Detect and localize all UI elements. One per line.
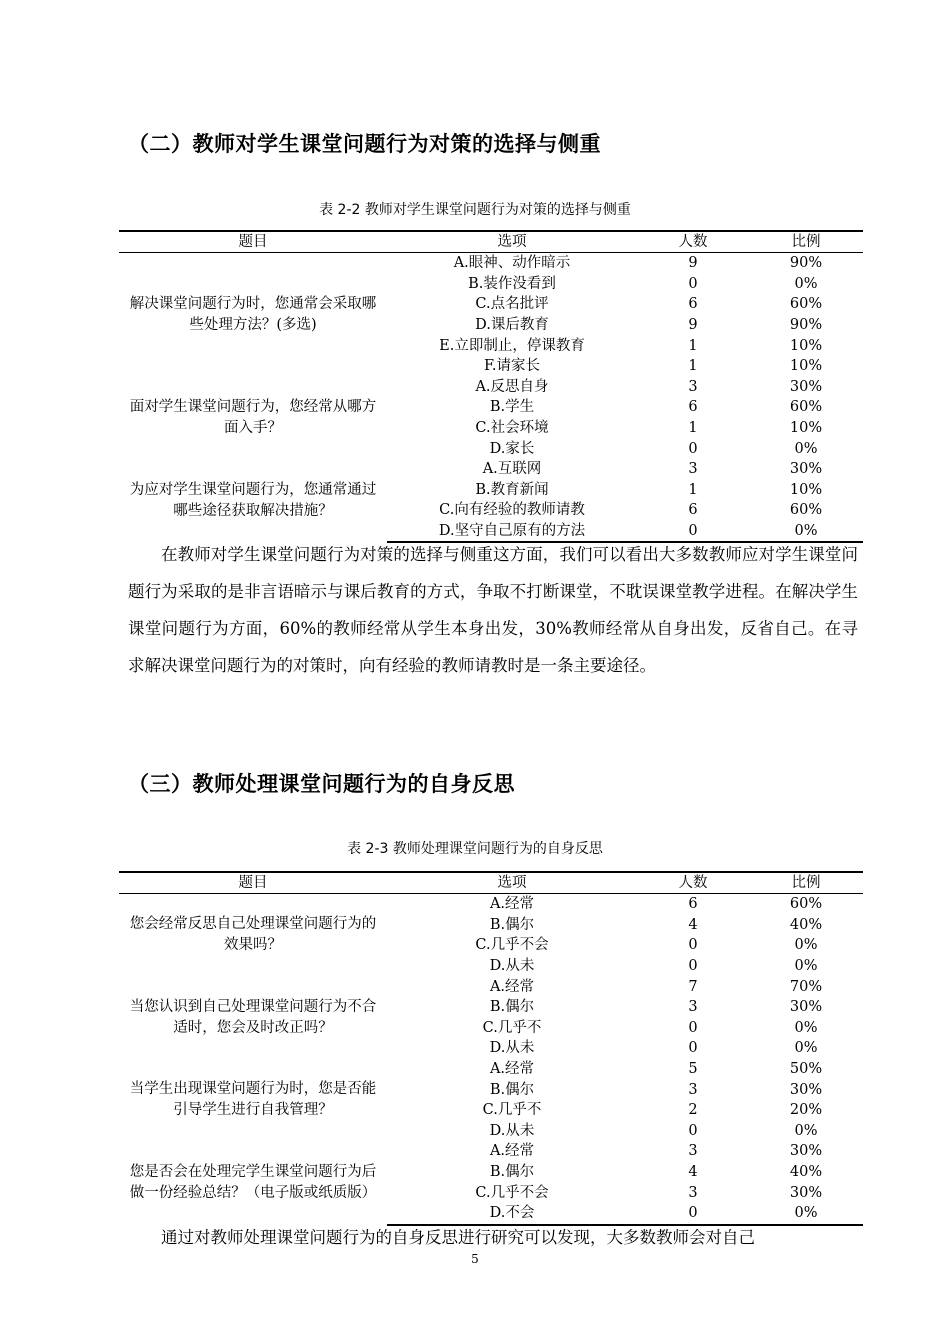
percent-cell: 10%	[789, 337, 823, 354]
option-cell: B.偶尔	[489, 999, 535, 1016]
count-cell: 0	[688, 440, 698, 457]
percent-cell: 0%	[794, 1040, 818, 1057]
option-cell: D.从未	[489, 1122, 535, 1139]
option-cell: F.请家长	[484, 358, 540, 375]
option-cell: B.学生	[489, 399, 535, 416]
percent-cell: 40%	[789, 916, 823, 933]
section-heading-3: （三）教师处理课堂问题行为的自身反思	[128, 772, 515, 796]
percent-cell: 20%	[789, 1102, 823, 1119]
column-header: 人数	[637, 231, 749, 253]
body-paragraph-3: 通过对教师处理课堂问题行为的自身反思进行研究可以发现，大多数教师会对自己	[161, 1228, 755, 1247]
count-cell: 3	[688, 999, 698, 1016]
percent-cell: 30%	[789, 461, 823, 478]
table-row	[119, 976, 863, 997]
table-row	[119, 1141, 863, 1162]
count-cell: 1	[688, 358, 698, 375]
count-cell: 0	[688, 958, 698, 975]
column-header: 比例	[749, 231, 863, 253]
count-cell: 7	[688, 978, 698, 995]
count-cell: 6	[688, 399, 698, 416]
count-cell: 0	[637, 1203, 749, 1225]
option-cell: B.偶尔	[489, 916, 535, 933]
table-row	[119, 377, 863, 398]
count-cell: 0	[688, 1040, 698, 1057]
option-cell: A.眼神、动作暗示	[453, 255, 571, 272]
option-cell: B.偶尔	[489, 1164, 535, 1181]
table-body	[119, 894, 863, 1225]
count-cell: 0	[688, 1019, 698, 1036]
percent-cell: 30%	[789, 1184, 823, 1201]
option-cell: C.几乎不会	[475, 937, 549, 954]
option-cell: A.互联网	[482, 461, 542, 478]
count-cell: 3	[688, 378, 698, 395]
percent-cell: 0%	[794, 275, 818, 292]
percent-cell: 0%	[749, 521, 863, 543]
percent-cell: 70%	[789, 978, 823, 995]
option-cell: B.装作没看到	[468, 275, 556, 292]
percent-cell: 0%	[794, 1019, 818, 1036]
percent-cell: 10%	[789, 358, 823, 375]
count-cell: 1	[688, 481, 698, 498]
table-row	[119, 894, 863, 915]
percent-cell: 0%	[749, 1203, 863, 1225]
count-cell: 1	[688, 420, 698, 437]
option-cell: D.家长	[489, 440, 535, 457]
question-cell: 您是否会在处理完学生课堂问题行为后做一份经验总结？（电子版或纸质版）	[129, 1163, 377, 1201]
question-cell: 当您认识到自己处理课堂问题行为不合适时，您会及时改正吗？	[129, 998, 377, 1036]
table-2-2	[119, 230, 863, 543]
option-cell: E.立即制止，停课教育	[439, 337, 585, 354]
body-paragraph-2: 在教师对学生课堂问题行为对策的选择与侧重这方面，我们可以看出大多数教师应对学生课堂问题行为采取的是非言语暗示与课后教育的方式，争取不打断课堂，不耽误课堂教学进程。在解决学生课堂问题行为方面，60%的教师经常从学生本身出发，30%教师经常从自身出发，反省自己。在寻求解决课堂问题行为的对策时，向有经验的教师请教时是一条主要途径。	[128, 545, 858, 675]
percent-cell: 10%	[789, 481, 823, 498]
count-cell: 3	[688, 1081, 698, 1098]
count-cell: 3	[688, 1143, 698, 1160]
question-cell: 为应对学生课堂问题行为，您通常通过哪些途径获取解决措施？	[129, 481, 377, 519]
percent-cell: 0%	[794, 937, 818, 954]
option-cell: C.几乎不	[482, 1102, 542, 1119]
option-cell: C.社会环境	[475, 420, 549, 437]
option-cell: A.反思自身	[475, 378, 549, 395]
option-cell: A.经常	[489, 1143, 535, 1160]
option-cell: B.偶尔	[489, 1081, 535, 1098]
count-cell: 0	[688, 937, 698, 954]
percent-cell: 60%	[789, 896, 823, 913]
percent-cell: 0%	[794, 1122, 818, 1139]
question-cell: 解决课堂问题行为时，您通常会采取哪些处理方法？(多选)	[129, 295, 377, 333]
table-row	[119, 1059, 863, 1080]
percent-cell: 0%	[794, 440, 818, 457]
option-cell: D.从未	[489, 1040, 535, 1057]
section-heading-2: （二）教师对学生课堂问题行为对策的选择与侧重	[128, 132, 601, 156]
option-cell: C.点名批评	[475, 296, 549, 313]
percent-cell: 0%	[794, 958, 818, 975]
percent-cell: 30%	[789, 1081, 823, 1098]
percent-cell: 30%	[789, 1143, 823, 1160]
column-header: 题目	[119, 231, 387, 253]
option-cell: D.坚守自己原有的方法	[387, 521, 637, 543]
percent-cell: 90%	[789, 255, 823, 272]
count-cell: 4	[688, 1164, 698, 1181]
table-caption-2-2: 表 2-2 教师对学生课堂问题行为对策的选择与侧重	[319, 202, 631, 218]
option-cell: B.教育新闻	[475, 481, 549, 498]
column-header: 选项	[387, 872, 637, 894]
column-header: 人数	[637, 872, 749, 894]
percent-cell: 60%	[789, 296, 823, 313]
question-cell: 您会经常反思自己处理课堂问题行为的效果吗？	[129, 916, 377, 954]
option-cell: D.课后教育	[475, 317, 549, 334]
count-cell: 5	[688, 1061, 698, 1078]
table-caption-2-3: 表 2-3 教师处理课堂问题行为的自身反思	[347, 841, 603, 857]
page-number: 5	[471, 1252, 479, 1266]
percent-cell: 30%	[789, 378, 823, 395]
count-cell: 9	[688, 255, 698, 272]
option-cell: C.几乎不	[482, 1019, 542, 1036]
count-cell: 0	[637, 521, 749, 543]
percent-cell: 90%	[789, 317, 823, 334]
count-cell: 3	[688, 461, 698, 478]
table-row	[119, 253, 863, 274]
table-2-3	[119, 871, 863, 1226]
column-header: 题目	[119, 872, 387, 894]
percent-cell: 50%	[789, 1061, 823, 1078]
option-cell: A.经常	[489, 896, 535, 913]
option-cell: A.经常	[489, 978, 535, 995]
table-row	[119, 459, 863, 480]
option-cell: D.从未	[489, 958, 535, 975]
percent-cell: 30%	[789, 999, 823, 1016]
question-cell: 当学生出现课堂问题行为时，您是否能引导学生进行自我管理？	[129, 1080, 377, 1118]
option-cell: D.不会	[387, 1203, 637, 1225]
count-cell: 6	[688, 502, 698, 519]
table-body	[119, 253, 863, 543]
count-cell: 6	[688, 896, 698, 913]
option-cell: C.几乎不会	[475, 1184, 549, 1201]
count-cell: 9	[688, 317, 698, 334]
percent-cell: 40%	[789, 1164, 823, 1181]
count-cell: 0	[688, 275, 698, 292]
count-cell: 4	[688, 916, 698, 933]
question-cell: 面对学生课堂问题行为，您经常从哪方面入手？	[129, 398, 377, 436]
count-cell: 1	[688, 337, 698, 354]
percent-cell: 60%	[789, 399, 823, 416]
percent-cell: 10%	[789, 420, 823, 437]
option-cell: C.向有经验的教师请教	[439, 502, 585, 519]
column-header: 选项	[387, 231, 637, 253]
count-cell: 2	[688, 1102, 698, 1119]
percent-cell: 60%	[789, 502, 823, 519]
option-cell: A.经常	[489, 1061, 535, 1078]
count-cell: 3	[688, 1184, 698, 1201]
count-cell: 0	[688, 1122, 698, 1139]
column-header: 比例	[749, 872, 863, 894]
count-cell: 6	[688, 296, 698, 313]
